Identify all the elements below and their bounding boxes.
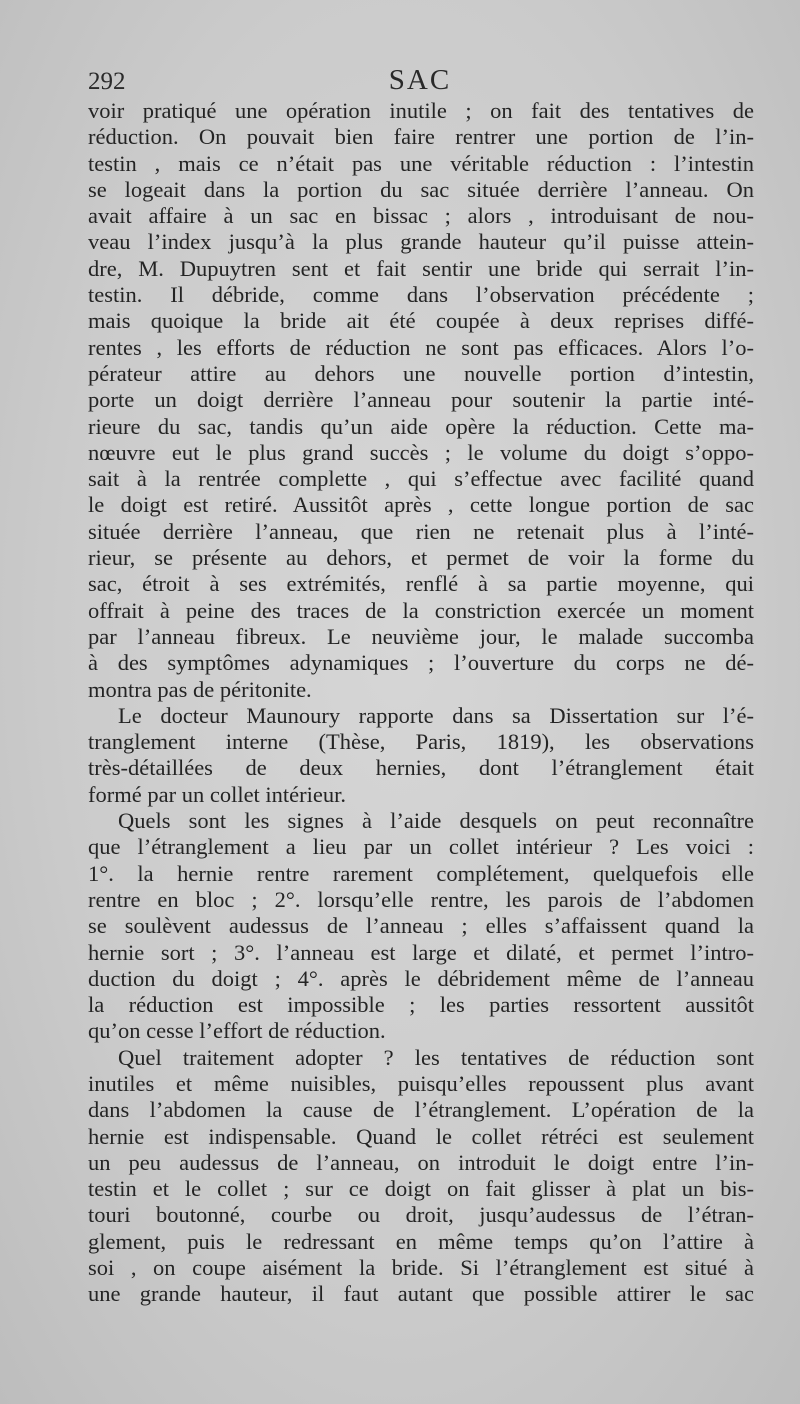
text-line: Quel traitement adopter ? les tentatives de réduction sont — [118, 1044, 754, 1070]
text-line: avait affaire à un sac en bissac ; alors , introduisant de nou- — [88, 203, 754, 229]
text-line: rentre en bloc ; 2°. lorsqu’elle rentre, les parois de l’abdomen — [88, 886, 754, 912]
text-line: hernie est indispensable. Quand le collet rétréci est seulement — [88, 1123, 754, 1149]
text-line: la réduction est impossible ; les parties ressortent aussitôt — [88, 992, 754, 1018]
text-line: par l’anneau fibreux. Le neuvième jour, le malade succomba — [88, 623, 754, 649]
text-line: une grande hauteur, il faut autant que possible attirer le sac — [88, 1281, 754, 1307]
text-line: rentes , les efforts de réduction ne sont pas efficaces. Alors l’o- — [88, 334, 754, 360]
page-number: 292 — [88, 68, 126, 95]
text-line: pérateur attire au dehors une nouvelle portion d’intestin, — [88, 360, 754, 386]
running-head: SAC — [388, 64, 452, 96]
text-line: glement, puis le redressant en même temps qu’on l’attire à — [88, 1228, 754, 1254]
text-line: Le docteur Maunoury rapporte dans sa Dissertation sur l’é- — [118, 702, 754, 728]
text-line: offrait à peine des traces de la constriction exercée un moment — [88, 597, 754, 623]
text-line: sait à la rentrée complette , qui s’effectue avec facilité quand — [88, 466, 754, 492]
text-line: mais quoique la bride ait été coupée à deux reprises diffé- — [88, 308, 754, 334]
text-line: qu’on cesse l’effort de réduction. — [88, 1018, 386, 1044]
text-line: duction du doigt ; 4°. après le débridement même de l’anneau — [88, 965, 754, 991]
text-line: rieure du sac, tandis qu’un aide opère la réduction. Cette ma- — [88, 413, 754, 439]
page-header — [88, 62, 752, 96]
text-line: 1°. la hernie rentre rarement complétement, quelquefois elle — [88, 860, 754, 886]
text-line: le doigt est retiré. Aussitôt après , cette longue portion de sac — [88, 492, 754, 518]
text-line: que l’étranglement a lieu par un collet intérieur ? Les voici : — [88, 834, 754, 860]
text-line: veau l’index jusqu’à la plus grande hauteur qu’il puisse attein- — [88, 229, 754, 255]
text-line: rieur, se présente au dehors, et permet de voir la forme du — [88, 545, 754, 571]
text-line: soi , on coupe aisément la bride. Si l’étranglement est situé à — [88, 1255, 754, 1281]
text-line: se logeait dans la portion du sac située derrière l’anneau. On — [88, 176, 754, 202]
text-line: testin , mais ce n’était pas une véritable réduction : l’intestin — [88, 150, 754, 176]
text-line: dans l’abdomen la cause de l’étranglement. L’opération de la — [88, 1097, 754, 1123]
text-line: montra pas de péritonite. — [88, 676, 312, 702]
text-line: voir pratiqué une opération inutile ; on fait des tentatives de — [88, 98, 754, 123]
text-line: inutiles et même nuisibles, puisqu’elles repoussent plus avant — [88, 1070, 754, 1096]
text-line: un peu audessus de l’anneau, on introduit le doigt entre l’in- — [88, 1149, 754, 1175]
text-line: testin. Il débride, comme dans l’observation précédente ; — [88, 282, 754, 308]
body-text — [88, 98, 754, 1308]
text-line: dre, M. Dupuytren sent et fait sentir une bride qui serrait l’in- — [88, 255, 754, 281]
text-line: testin et le collet ; sur ce doigt on fait glisser à plat un bis- — [88, 1176, 754, 1202]
text-line: se soulèvent audessus de l’anneau ; elles s’affaissent quand la — [88, 913, 754, 939]
text-line: réduction. On pouvait bien faire rentrer une portion de l’in- — [88, 124, 754, 150]
text-line: Quels sont les signes à l’aide desquels on peut reconnaître — [118, 808, 754, 834]
text-line: touri boutonné, courbe ou droit, jusqu’audessus de l’étran- — [88, 1202, 754, 1228]
text-line: porte un doigt derrière l’anneau pour soutenir la partie inté- — [88, 387, 754, 413]
text-line: située derrière l’anneau, que rien ne retenait plus à l’inté- — [88, 518, 754, 544]
text-line: très-détaillées de deux hernies, dont l’étranglement était — [88, 755, 754, 781]
text-line: nœuvre eut le plus grand succès ; le volume du doigt s’oppo- — [88, 439, 754, 465]
text-line: formé par un collet intérieur. — [88, 781, 347, 807]
text-line: à des symptômes adynamiques ; l’ouverture du corps ne dé- — [88, 650, 754, 676]
text-line: hernie sort ; 3°. l’anneau est large et dilaté, et permet l’intro- — [88, 939, 754, 965]
text-line: tranglement interne (Thèse, Paris, 1819), les observations — [88, 729, 754, 755]
text-line: sac, étroit à ses extrémités, renflé à sa partie moyenne, qui — [88, 571, 754, 597]
